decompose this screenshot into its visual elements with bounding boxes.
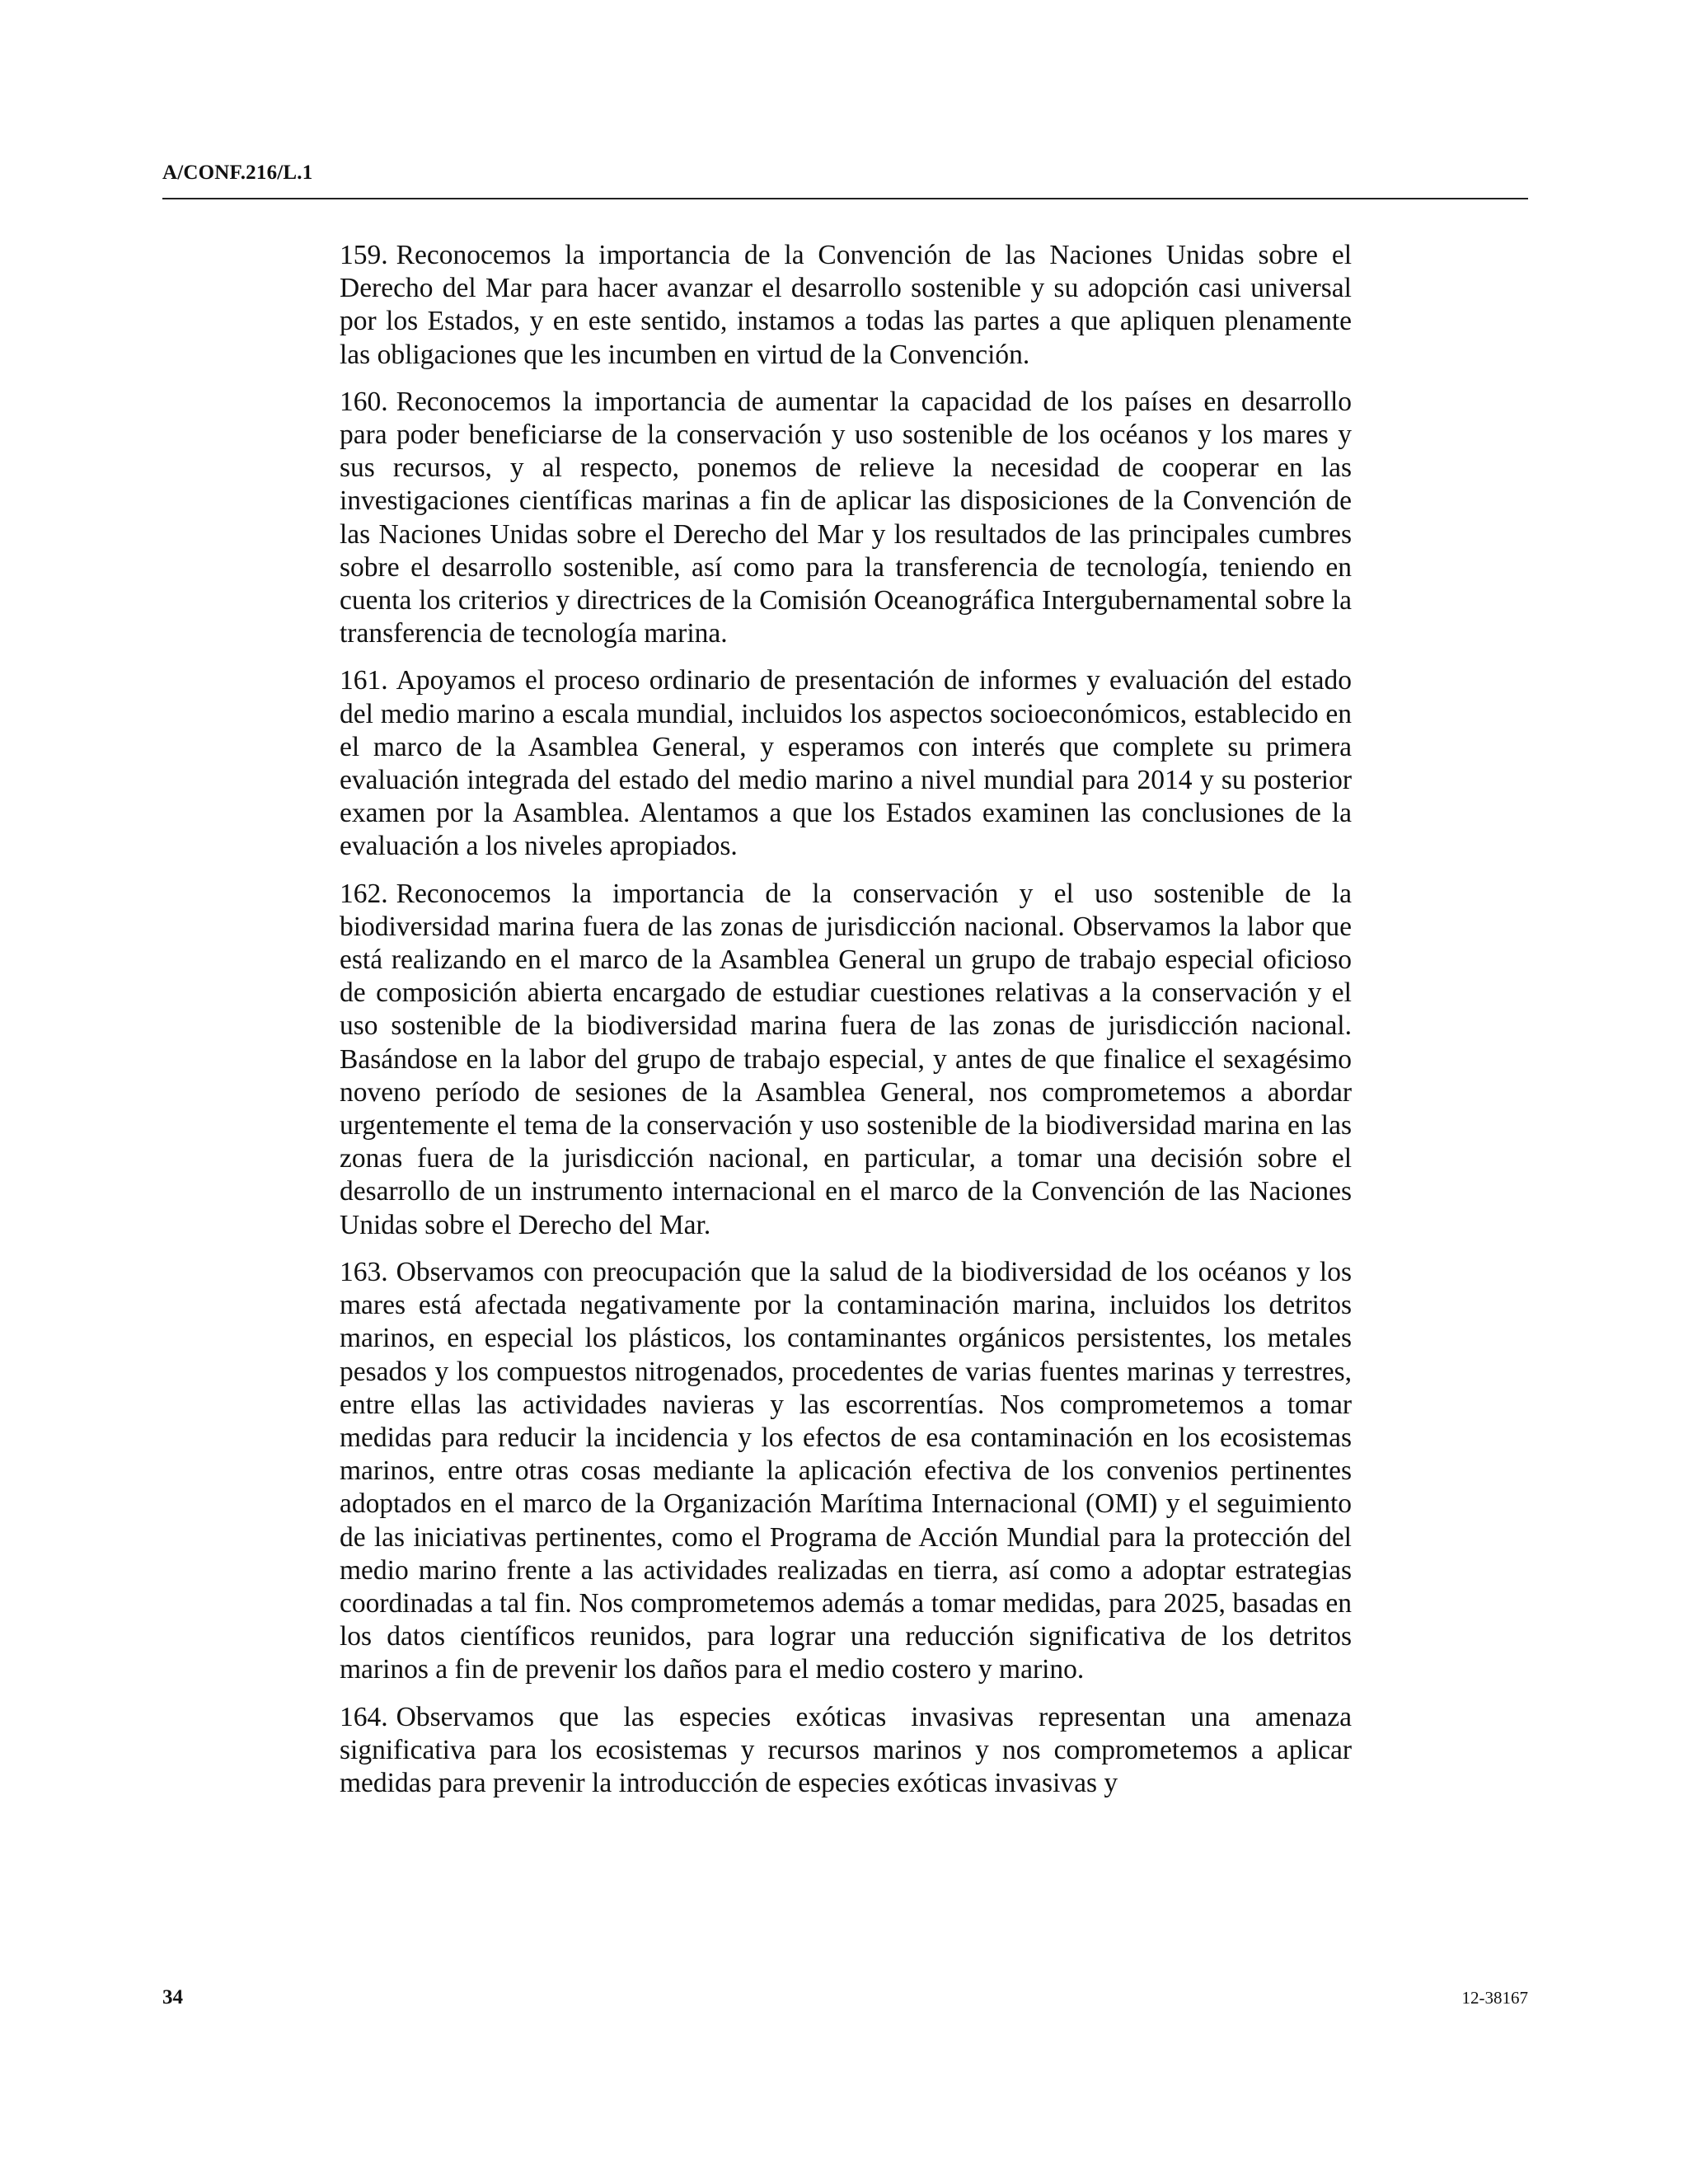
paragraph-text: Reconocemos la importancia de aumentar la capacidad de los países en desarrollo para poder beneficiarse de la conservación y uso sostenible de los océanos y los mares y sus recursos, y al respecto, ponemos de relieve la necesidad de cooperar en las investigaciones científicas marinas a fin de aplicar las disposiciones de la Convención de las Naciones Unidas sobre el Derecho del Mar y los resultados de las principales cumbres sobre el desarrollo sostenible, así como para la transferencia de tecnología, teniendo en cuenta los criterios y directrices de la Comisión Oceanográfica Intergubernamental sobre la transferencia de tecnología marina. bbox=[340, 386, 1352, 649]
paragraph-number: 164. bbox=[340, 1701, 388, 1732]
paragraph-161 bbox=[340, 664, 1352, 863]
paragraph-160 bbox=[340, 386, 1352, 651]
paragraph-164 bbox=[340, 1701, 1352, 1801]
paragraph-163 bbox=[340, 1256, 1352, 1687]
paragraph-text: Reconocemos la importancia de la conservación y el uso sostenible de la biodiversidad marina fuera de las zonas de jurisdicción nacional. Observamos la labor que está realizando en el marco de la Asamblea General un grupo de trabajo especial oficioso de composición abierta encargado de estudiar cuestiones relativas a la conservación y el uso sostenible de la biodiversidad marina fuera de las zonas de jurisdicción nacional. Basándose en la labor del grupo de trabajo especial, y antes de que finalice el sexagésimo noveno período de sesiones de la Asamblea General, nos comprometemos a abordar urgentemente el tema de la conservación y uso sostenible de la biodiversidad marina en las zonas fuera de la jurisdicción nacional, en particular, a tomar una decisión sobre el desarrollo de un instrumento internacional en el marco de la Convención de las Naciones Unidas sobre el Derecho del Mar. bbox=[340, 878, 1352, 1240]
paragraph-text: Reconocemos la importancia de la Convención de las Naciones Unidas sobre el Derecho del Mar para hacer avanzar el desarrollo sostenible y su adopción casi universal por los Estados, y en este sentido, instamos a todas las partes a que apliquen plenamente las obligaciones que les incumben en virtud de la Convención. bbox=[340, 240, 1352, 370]
paragraph-text: Apoyamos el proceso ordinario de presentación de informes y evaluación del estado del medio marino a escala mundial, incluidos los aspectos socioeconómicos, establecido en el marco de la Asamblea General, y esperamos con interés que complete su primera evaluación integrada del estado del medio marino a nivel mundial para 2014 y su posterior examen por la Asamblea. Alentamos a que los Estados examinen las conclusiones de la evaluación a los niveles apropiados. bbox=[340, 665, 1352, 862]
document-symbol: A/CONF.216/L.1 bbox=[162, 162, 313, 184]
header-divider bbox=[162, 198, 1528, 199]
paragraph-159 bbox=[340, 239, 1352, 372]
paragraph-text: Observamos que las especies exóticas invasivas representan una amenaza significativa para los ecosistemas y recursos marinos y nos comprometemos a aplicar medidas para prevenir la introducción de especies exóticas invasivas y bbox=[340, 1701, 1352, 1798]
document-body bbox=[340, 239, 1352, 1814]
paragraph-number: 162. bbox=[340, 878, 388, 909]
paragraph-number: 160. bbox=[340, 386, 388, 417]
page-number: 34 bbox=[162, 1986, 183, 2008]
document-code: 12-38167 bbox=[1461, 1988, 1528, 2008]
paragraph-number: 163. bbox=[340, 1256, 388, 1287]
paragraph-162 bbox=[340, 878, 1352, 1242]
paragraph-number: 161. bbox=[340, 665, 388, 696]
paragraph-number: 159. bbox=[340, 240, 388, 270]
paragraph-text: Observamos con preocupación que la salud de la biodiversidad de los océanos y los mares está afectada negativamente por la contaminación marina, incluidos los detritos marinos, en especial los plásticos, los contaminantes orgánicos persistentes, los metales pesados y los compuestos nitrogenados, procedentes de varias fuentes marinas y terrestres, entre ellas las actividades navieras y las escorrentías. Nos comprometemos a tomar medidas para reducir la incidencia y los efectos de esa contaminación en los ecosistemas marinos, entre otras cosas mediante la aplicación efectiva de los convenios pertinentes adoptados en el marco de la Organización Marítima Internacional (OMI) y el seguimiento de las iniciativas pertinentes, como el Programa de Acción Mundial para la protección del medio marino frente a las actividades realizadas en tierra, así como a adoptar estrategias coordinadas a tal fin. Nos comprometemos además a tomar medidas, para 2025, basadas en los datos científicos reunidos, para lograr una reducción significativa de los detritos marinos a fin de prevenir los daños para el medio costero y marino. bbox=[340, 1256, 1352, 1685]
